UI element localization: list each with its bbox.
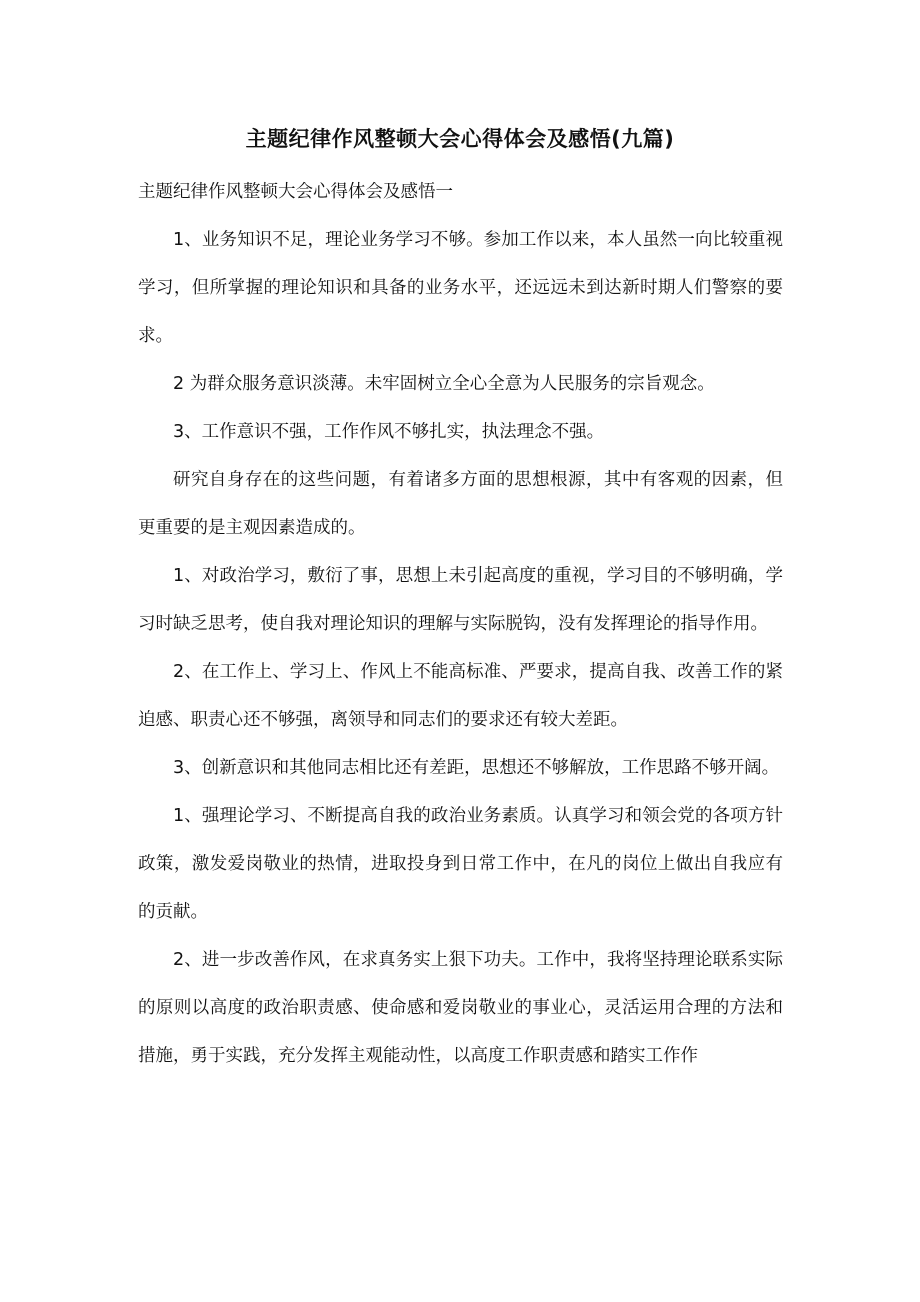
document-title: 主题纪律作风整顿大会心得体会及感悟(九篇) <box>245 127 675 151</box>
paragraph: 3、工作意识不强，工作作风不够扎实，执法理念不强。 <box>173 422 605 442</box>
paragraph: 3、创新意识和其他同志相比还有差距，思想还不够解放，工作思路不够开阔。 <box>173 758 780 778</box>
paragraph: 研究自身存在的这些问题，有着诸多方面的思想根源，其中有客观的因素，但更重要的是主观因素造成的。 <box>138 470 783 538</box>
paragraph: 2 为群众服务意识淡薄。未牢固树立全心全意为人民服务的宗旨观念。 <box>173 374 715 394</box>
paragraph: 2、进一步改善作风，在求真务实上狠下功夫。工作中，我将坚持理论联系实际的原则以高度的政治职责感、使命感和爱岗敬业的事业心，灵活运用合理的方法和措施，勇于实践，充分发挥主观能动性，以高度工作职责感和踏实工作作 <box>138 950 783 1066</box>
document-body <box>138 168 783 1080</box>
paragraph: 1、对政治学习，敷衍了事，思想上未引起高度的重视，学习目的不够明确，学习时缺乏思考，使自我对理论知识的理解与实际脱钩，没有发挥理论的指导作用。 <box>138 566 783 634</box>
paragraph: 1、强理论学习、不断提高自我的政治业务素质。认真学习和领会党的各项方针政策，激发爱岗敬业的热情，进取投身到日常工作中，在凡的岗位上做出自我应有的贡献。 <box>138 806 783 922</box>
paragraph: 2、在工作上、学习上、作风上不能高标准、严要求，提高自我、改善工作的紧迫感、职责心还不够强，离领导和同志们的要求还有较大差距。 <box>138 662 783 730</box>
paragraph: 1、业务知识不足，理论业务学习不够。参加工作以来，本人虽然一向比较重视学习，但所掌握的理论知识和具备的业务水平，还远远未到达新时期人们警察的要求。 <box>138 230 783 346</box>
section-heading: 主题纪律作风整顿大会心得体会及感悟一 <box>138 182 453 202</box>
